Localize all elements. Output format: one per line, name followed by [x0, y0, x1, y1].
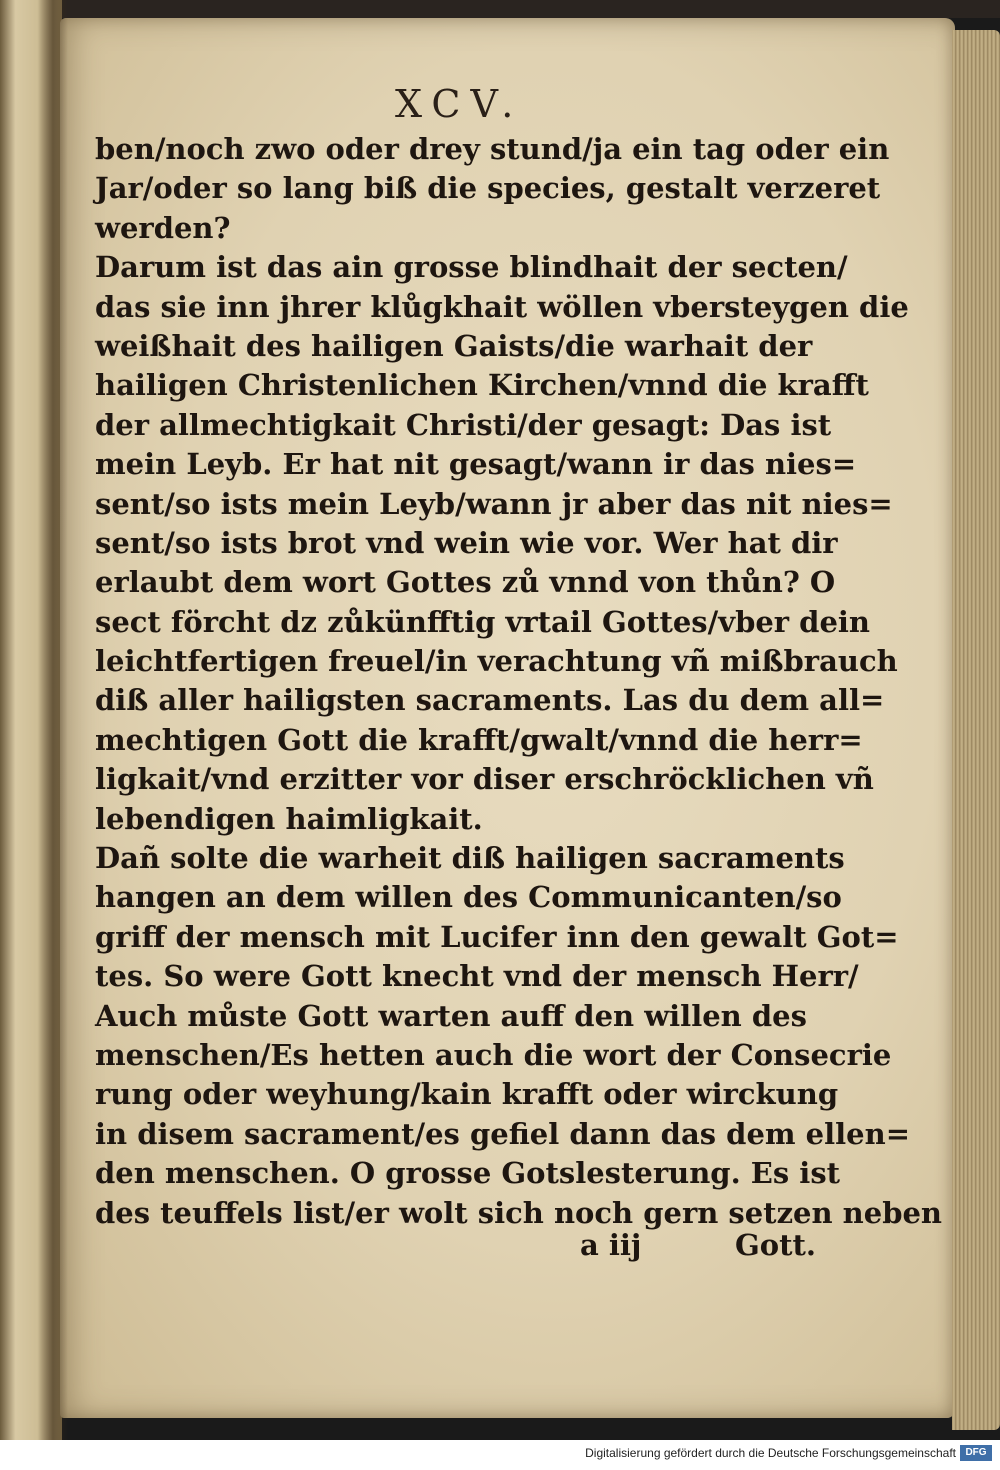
fore-edge: [952, 30, 1000, 1430]
text-line: menschen/Es hetten auch die wort der Consecrie: [95, 1037, 892, 1072]
text-line: ben/noch zwo oder drey stund/ja ein tag oder ein: [95, 132, 890, 166]
footer-credit: Digitalisierung gefördert durch die Deutsche Forschungsgemeinschaft: [585, 1446, 956, 1460]
folio-number: XCV.: [395, 82, 524, 126]
text-line: Dañ solte die warheit diß hailigen sacraments: [95, 841, 845, 876]
text-line: tes. So were Gott knecht vnd der mensch Herr/: [95, 959, 859, 994]
text-line: weißhait des hailigen Gaists/die warhait der: [95, 328, 813, 363]
text-line: leichtfertigen freuel/in verachtung vñ mißbrauch: [95, 644, 898, 679]
text-line: hangen an dem willen des Communicanten/so: [95, 880, 842, 915]
text-line: erlaubt dem wort Gottes zů vnnd von thůn? O: [95, 565, 836, 600]
text-line: der allmechtigkait Christi/der gesagt: Das ist: [95, 407, 832, 442]
text-line: sent/so ists brot vnd wein wie vor. Wer hat dir: [95, 525, 838, 560]
text-line: des teuffels list/er wolt sich noch gern setzen neben: [95, 1195, 943, 1230]
text-line: Darum ist das ain grosse blindhait der secten/: [95, 250, 848, 285]
text-line: diß aller hailigsten sacraments. Las du dem all=: [95, 683, 885, 718]
text-line: mechtigen Gott die krafft/gwalt/vnnd die herr=: [95, 722, 863, 757]
page-text: [95, 130, 943, 1233]
text-line: das sie inn jhrer klůgkhait wöllen vbersteygen die: [95, 289, 909, 324]
text-line: hailigen Christenlichen Kirchen/vnnd die krafft: [95, 368, 869, 403]
signature-mark: a iij: [580, 1228, 642, 1262]
catchword: Gott.: [735, 1228, 816, 1262]
text-line: Jar/oder so lang biß die species, gestalt verzeret: [95, 171, 881, 206]
book-gutter: [38, 0, 68, 1440]
text-line: in disem sacrament/es gefiel dann das dem ellen=: [95, 1116, 911, 1151]
dfg-logo: DFG: [960, 1445, 992, 1461]
text-line: mein Leyb. Er hat nit gesagt/wann ir das nies=: [95, 447, 857, 482]
top-strip: [0, 0, 1000, 18]
text-line: lebendigen haimligkait.: [95, 801, 483, 836]
text-line: Auch můste Gott warten auff den willen des: [95, 998, 807, 1033]
text-line: werden?: [95, 210, 231, 245]
text-line: sect förcht dz zůkünfftig vrtail Gottes/vber dein: [95, 604, 870, 639]
text-line: griff der mensch mit Lucifer inn den gewalt Got=: [95, 919, 899, 954]
text-line: sent/so ists mein Leyb/wann jr aber das nit nies=: [95, 486, 893, 521]
text-line: den menschen. O grosse Gotslesterung. Es ist: [95, 1156, 841, 1191]
text-line: ligkait/vnd erzitter vor diser erschröcklichen vñ: [95, 762, 874, 797]
text-line: rung oder weyhung/kain krafft oder wirckung: [95, 1077, 839, 1112]
